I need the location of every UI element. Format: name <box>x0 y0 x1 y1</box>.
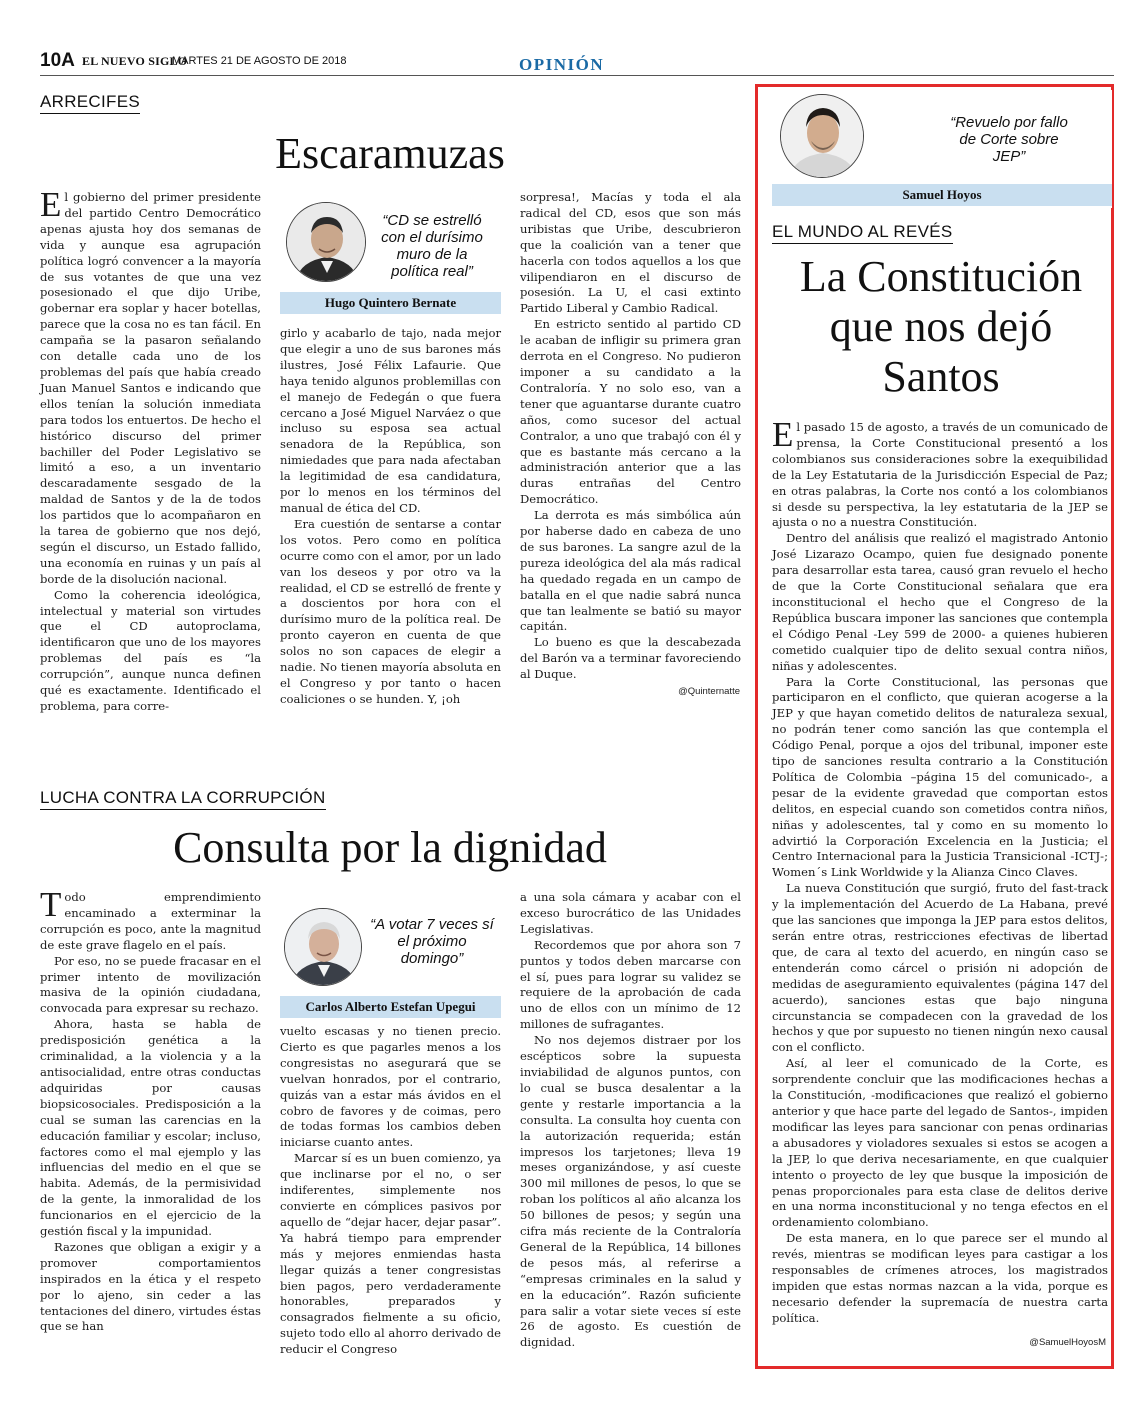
article1-kicker: ARRECIFES <box>40 92 140 114</box>
author-portrait <box>284 908 362 986</box>
article2-paragraph: Todo emprendimiento encaminado a exterminar la corrupción es poco, ante la magnitud de este grave flagelo en el país. <box>40 885 261 952</box>
pull-quote: “CD se estrelló con el durísimo muro de la política real” <box>381 212 483 280</box>
article1-column-1 <box>40 185 261 713</box>
article3-paragraph: Dentro del análisis que realizó el magistrado Antonio José Lizarazo Ocampo, quien fue designado ponente para desarrollar esta tarea, causó gran revuelo el hecho de que la Corte Constitucional señalara que era inconstitucional el hecho que el Congreso de la República buscara imponer las sanciones que contempla el Código Penal -Ley 599 de 2000- a quienes hubieren cometido cualquier tipo de delito sexual contra niños, niñas y adolescentes. <box>772 531 1108 673</box>
article2-paragraph: Recordemos que por ahora son 7 puntos y todos deben marcarse con el sí, pues para lograr su validez se requiere de la aprobación de cada uno de ellos con un mínimo de 12 millones de sufragantes. <box>520 937 741 1032</box>
article1-paragraph: El gobierno del primer presidente del partido Centro Democrático apenas ajusta hoy dos semanas de vida y aunque esa agrupación política logró convencer a la mayoría de sus votantes de que una vez posesionado el que dijo Uribe, gobernar era soplar y hacer botellas, parece que la cosa no es tan fácil. En campaña se la pasaron señalando con detalle cada uno de los problemas del país que había creado Juan Manuel Santos e indicando que ellos tenían la solución inmediata para todos los entuertos. De hecho el histórico discurso del primer bachiller del Poder Legislativo se limitó a eso, a un inventario descaradamente sesgado de la maldad de Santos y de la de todos los partidos que lo acompañaron en la tarea de gobierno que nos dejó, según el discurso, un Estado fallido, una economía en ruinas y un país al borde de la disolución nacional. <box>40 185 261 586</box>
article2-paragraph: vuelto escasas y no tienen precio. Cierto es que pagarles menos a los congresistas no asegurará que se vuelvan honrados, por el contrario, quizás van a estar más ávidos en el cobro de favores y de coimas, pero de todas formas los cambios deben iniciarse cuanto antes. <box>280 1024 501 1150</box>
article3-headline: La Constitución que nos dejó Santos <box>799 252 1083 401</box>
page-number: 10A <box>40 50 75 71</box>
author-portrait <box>780 94 864 178</box>
section-title: OPINIÓN <box>519 55 605 74</box>
article2-headline: Consulta por la dignidad <box>173 823 607 872</box>
article2-paragraph: a una sola cámara y acabar con el exceso burocrático de las Unidades Legislativas. <box>520 890 741 936</box>
portrait-image <box>285 909 362 986</box>
article3-paragraph: El pasado 15 de agosto, a través de un comunicado de prensa, la Corte Constitucional presentó a los colombianos sus consideraciones sobre la exequibilidad de la Ley Estatutaria de la Jurisdicción Especial de Paz; en otras palabras, la Corte nos contó a los colombianos si desde su perspectiva, la ley estatutaria de la JEP se ajusta o no a nuestra Constitución. <box>772 415 1108 530</box>
article1-paragraph: Como la coherencia ideológica, intelectual y material son virtudes que el CD autoproclama, identificaron que uno de los mayores problemas del país es “la corrupción”, aunque nunca definen qué es exactamente. Identificado el problema, para corre- <box>40 587 261 713</box>
article1-paragraph: En estricto sentido al partido CD le acaban de infligir su primera gran derrota en el Congreso. No pudieron imponer a su candidato a la Contraloría. Y no solo eso, van a tener que aguantarse durante cuatro años, como sucesor del actual Contralor, a uno que trabajó con él y que es bastante más cercano a la administración anterior que a las duras entrañas del Centro Democrático. <box>520 317 741 507</box>
article3-paragraph: De esta manera, en lo que parece ser el mundo al revés, mientras se modifican leyes para castigar a los responsables de crímenes atroces, los magistrados impiden que estas normas nazcan a la vida, porque es necesario defender la supremacía de nuestra carta política. <box>772 1231 1108 1325</box>
author-name: Hugo Quintero Bernate <box>280 292 501 314</box>
article1-paragraph: sorpresa!, Macías y toda el ala radical del CD, esos que son más uribistas que Uribe, descubrieron que la coalición van a tener que hacerla con todos aquellos a los que vilipendiaron en el discurso de posesión. La U, el casi extinto Partido Liberal y Cambio Radical. <box>520 190 741 316</box>
pull-quote: “A votar 7 veces sí el próximo domingo” <box>370 916 494 967</box>
article3-body <box>772 415 1108 1350</box>
twitter-handle[interactable]: @Quinternatte <box>678 686 740 697</box>
author-name: Carlos Alberto Estefan Upegui <box>280 996 501 1018</box>
article3-paragraph: La nueva Constitución que surgió, fruto del fast-track y la implementación del Acuerdo de La Habana, prevé que las sanciones que imponga la JEP para estos delitos, serán entre otras, restricciones efectivas de libertad que, de cara al texto del acuerdo, en ningún caso se entenderán como cárcel o prisión ni adopción de medidas de aseguramiento equivalentes (página 147 del acuerdo), sanciones estas que bajo ninguna circunstancia se compadecen con la gravedad de los hechos y que por supuesto no tienen ningún nexo causal con el conflicto. <box>772 881 1108 1055</box>
portrait-image <box>287 203 366 282</box>
article2-paragraph: No nos dejemos distraer por los escépticos sobre la supuesta inviabilidad de algunos puntos, con lo cual se busca desalentar a la gente y restarle importancia a la consulta. La consulta hoy cuenta con la autorización requerida; están impresos los tarjetones; lleva 19 meses organizándose, y así cueste 300 mil millones de pesos, lo que se roban los políticos al año alcanza los 50 billones de pesos; y según una cifra más reciente de la Contraloría General de la República, 14 billones de pesos más, al referirse a “empresas criminales en la salud y en la educación”. Razón suficiente para salir a votar siete veces sí este 26 de agosto. Es cuestión de dignidad. <box>520 1033 741 1350</box>
article1-paragraph: La derrota es más simbólica aún por haberse dado en cabeza de uno de sus barones. La sangre azul de la pureza ideológica del ala más radical ha quedado regada en un campo de batalla en el que nadie sabrá nunca que tan lealmente se batió su mayor capitán. <box>520 508 741 634</box>
dropcap: E <box>40 185 62 224</box>
article1-paragraph: Lo bueno es que la descabezada del Barón va a terminar favoreciendo al Duque. <box>520 635 741 682</box>
article2-paragraph: Por eso, no se puede fracasar en el primer intento de movilización masiva de la opinión ciudadana, convocada para expresar su rechazo. <box>40 953 261 1016</box>
article2-kicker: LUCHA CONTRA LA CORRUPCIÓN <box>40 788 326 810</box>
header-divider <box>40 75 1114 76</box>
article1-column-3 <box>520 190 741 690</box>
article3-kicker: EL MUNDO AL REVÉS <box>772 222 953 244</box>
author-box-hugo <box>280 198 501 316</box>
issue-date: MARTES 21 DE AGOSTO DE 2018 <box>172 55 347 67</box>
article1-headline: Escaramuzas <box>275 129 505 178</box>
article2-paragraph: Marcar sí es un buen comienzo, ya que inclinarse por el no, o ser indiferentes, simplemente nos convierte en cómplices pasivos por aquello de “dejar hacer, dejar pasar”. Ya habrá tiempo para emprender más y mejores enmiendas hasta llegar quizás a tener congresistas bien pagos, pero verdaderamente honorables, preparados y consagrados fielmente a su oficio, sujeto todo ello al ahorro derivado de reducir el Congreso <box>280 1151 501 1357</box>
article1-paragraph: girlo y acabarlo de tajo, nada mejor que elegir a uno de sus barones más ilustres, José Félix Lafaurie. Que haya tenido algunos problemillas con el manejo de Fedegán o que fuera cercano a José Miguel Narváez o que incluso su esposa sea actual senadora de la República, son nimiedades que para nada afectaban la legitimidad de esa candidatura, por lo menos en los términos del manual de ética del CD. <box>280 326 501 515</box>
pull-quote: “Revuelo por fallo de Corte sobre JEP” <box>950 114 1068 165</box>
article3-paragraph: Para la Corte Constitucional, las personas que participaron en el conflicto, que quieran acogerse a la JEP y que hayan cometido delitos de naturaleza sexual, no podrán tener como sanción las que contempla el Código Penal, porque a ojos del tribunal, imponer este tipo de sanciones resulta contrario a la Constitución Política de Colombia –página 15 del comunicado-, a pesar de la evidente gravedad que comportan estos delitos, en especial cuando son cometidos contra niños, niñas y adolescentes, tal y como en su momento lo advirtió la Corporación Excelencia en la Justicia; el Centro Internacional para la Justicia Transicional -ICTJ-; Women´s Link Worldwide y la Alianza Cinco Claves. <box>772 674 1108 880</box>
article1-paragraph: Era cuestión de sentarse a contar los votos. Pero como en política ocurre como con el amor, por un lado van los deseos y por otro va la realidad, el CD se estrelló de frente y a doscientos por hora con el durísimo muro de la política real. De pronto cayeron en cuenta de que solos no son capaces de elegir a nadie. No tienen mayoría absoluta en el Congreso y por tanto o hacen coaliciones o se hunden. Y, ¡oh <box>280 516 501 706</box>
dropcap: E <box>772 415 794 454</box>
author-box-carlos <box>280 902 501 1020</box>
author-box-samuel <box>772 90 1112 208</box>
article1-column-2 <box>280 326 501 726</box>
newspaper-name: EL NUEVO SIGLO <box>82 54 188 68</box>
article2-column-1 <box>40 885 261 1360</box>
article3-paragraph: Así, al leer el comunicado de la Corte, es sorprendente concluir que las modificaciones hechas a la Constitución, -modificaciones que realizó el gobierno anterior y que hace parte del legado de Santos-, impiden modificar las leyes para sancionar con penas ordinarias a abusadores y violadores sexuales si estos se acogen a la JEP, lo que deriva necesariamente, en que cualquier intento o proyecto de ley que busque la imposición de penas proporcionales para esta clase de delitos derive en una norma inconstitucional y no tenga efectos en el ordenamiento colombiano. <box>772 1056 1108 1230</box>
twitter-handle[interactable]: @SamuelHoyosM <box>1029 1337 1106 1348</box>
portrait-image <box>781 95 864 178</box>
article2-paragraph: Razones que obligan a exigir y a promover comportamientos inspirados en la ética y el respeto por lo ajeno, sin ceder a las tentaciones del dinero, virtudes éstas que se han <box>40 1239 261 1334</box>
article2-paragraph: Ahora, hasta se habla de predisposición genética a la criminalidad, a la violencia y a la antisocialidad, entre otras conductas adquiridas por causas biopsicosociales. Predisposición a la cual se suman las carencias en la educación familiar y escolar; incluso, factores como el mal ejemplo y las influencias del medio en el que se habita. Además, de la permisividad de la gente, la inmoralidad de los funcionarios en el ejercicio de la gestión fiscal y la impunidad. <box>40 1017 261 1239</box>
author-portrait <box>286 202 366 282</box>
article2-column-3 <box>520 890 741 1360</box>
dropcap: T <box>40 885 62 924</box>
author-name: Samuel Hoyos <box>772 184 1112 206</box>
article2-column-2 <box>280 1024 501 1364</box>
